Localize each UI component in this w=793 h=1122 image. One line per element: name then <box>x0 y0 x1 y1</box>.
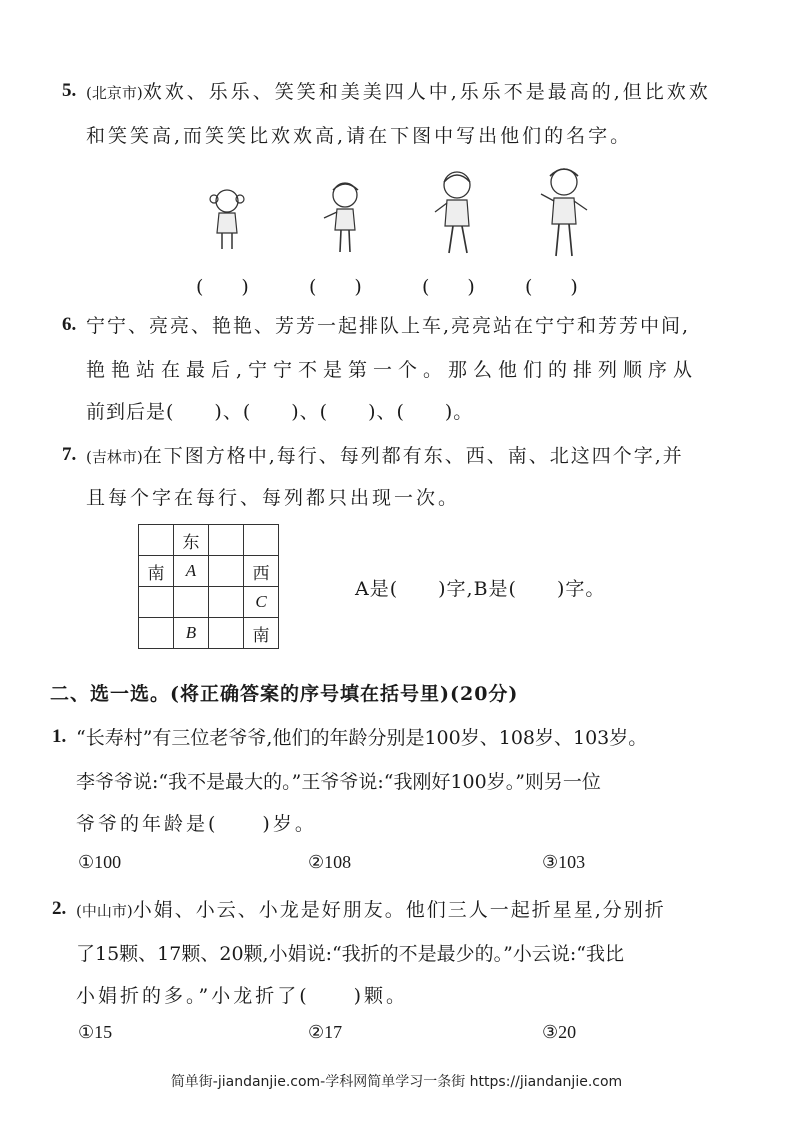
option[interactable]: ②17 <box>308 1022 343 1042</box>
grid-cell <box>209 525 244 556</box>
question-text: 和笑笑高,而笑笑比欢欢高,请在下图中写出他们的名字。 <box>86 125 633 147</box>
option[interactable]: ①100 <box>78 852 122 872</box>
grid-cell <box>139 618 174 649</box>
grid-cell <box>209 618 244 649</box>
answer-b-blank[interactable]: B是( )字。 <box>473 578 606 600</box>
answer-blank[interactable]: ( ) <box>309 276 362 298</box>
answer-blank[interactable]: ( ) <box>422 276 475 298</box>
answer-a-blank[interactable]: A是( )字, <box>355 578 474 600</box>
question-text: 爷爷的年龄是( )岁。 <box>76 813 317 835</box>
question-number: 6. <box>62 314 77 335</box>
source-label: (吉林市) <box>86 448 143 466</box>
footer-watermark: 简单街-jiandanjie.com-学科网简单学习一条街 https://jiandanjie.com <box>170 1074 623 1090</box>
question-text: 欢欢、乐乐、笑笑和美美四人中,乐乐不是最高的,但比欢欢 <box>142 81 711 103</box>
grid-cell <box>139 525 174 556</box>
grid-cell: 西 <box>244 556 279 587</box>
question-number: 7. <box>62 444 77 465</box>
question-number: 2. <box>52 898 67 919</box>
option[interactable]: ③20 <box>542 1022 577 1042</box>
option[interactable]: ①15 <box>78 1022 113 1042</box>
question-text: 在下图方格中,每行、每列都有东、西、南、北这四个字,并 <box>142 445 684 467</box>
question-number: 5. <box>62 80 77 101</box>
grid-cell: B <box>174 618 209 649</box>
grid-cell: 东 <box>174 525 209 556</box>
grid-cell <box>139 587 174 618</box>
question-text: 了15颗、17颗、20颗,小娟说:“我折的不是最少的。”小云说:“我比 <box>76 943 625 965</box>
question-text: 前到后是( )、( )、( )、( )。 <box>86 401 474 423</box>
grid-cell <box>244 525 279 556</box>
boy-figure-3 <box>432 168 482 258</box>
grid-cell: 南 <box>244 618 279 649</box>
section-title: 二、选一选。(将正确答案的序号填在括号里)(20分) <box>50 683 519 705</box>
grid-cell: 南 <box>139 556 174 587</box>
question-number: 1. <box>52 726 67 747</box>
source-label: (中山市) <box>76 902 133 920</box>
girl-figure-1 <box>205 185 249 255</box>
question-text: 小娟、小云、小龙是好朋友。他们三人一起折星星,分别折 <box>132 899 666 921</box>
grid-cell <box>209 556 244 587</box>
grid-cell: C <box>244 587 279 618</box>
girl-figure-2 <box>318 178 368 258</box>
girl-figure-4 <box>536 164 592 260</box>
direction-grid <box>138 524 279 649</box>
question-text: 宁宁、亮亮、艳艳、芳芳一起排队上车,亮亮站在宁宁和芳芳中间, <box>86 315 691 337</box>
grid-cell <box>174 587 209 618</box>
option[interactable]: ②108 <box>308 852 352 872</box>
answer-blank[interactable]: ( ) <box>525 276 578 298</box>
question-text: “长寿村”有三位老爷爷,他们的年龄分别是100岁、108岁、103岁。 <box>76 727 648 749</box>
source-label: (北京市) <box>86 84 143 102</box>
answer-blank[interactable]: ( ) <box>196 276 249 298</box>
option[interactable]: ③103 <box>542 852 586 872</box>
question-text: 艳艳站在最后,宁宁不是第一个。那么他们的排列顺序从 <box>86 359 699 381</box>
question-text: 李爷爷说:“我不是最大的。”王爷爷说:“我刚好100岁。”则另一位 <box>76 771 601 793</box>
question-text: 且每个字在每行、每列都只出现一次。 <box>86 487 461 509</box>
question-text: 小娟折的多。”小龙折了( )颗。 <box>76 985 409 1007</box>
grid-cell: A <box>174 556 209 587</box>
grid-cell <box>209 587 244 618</box>
